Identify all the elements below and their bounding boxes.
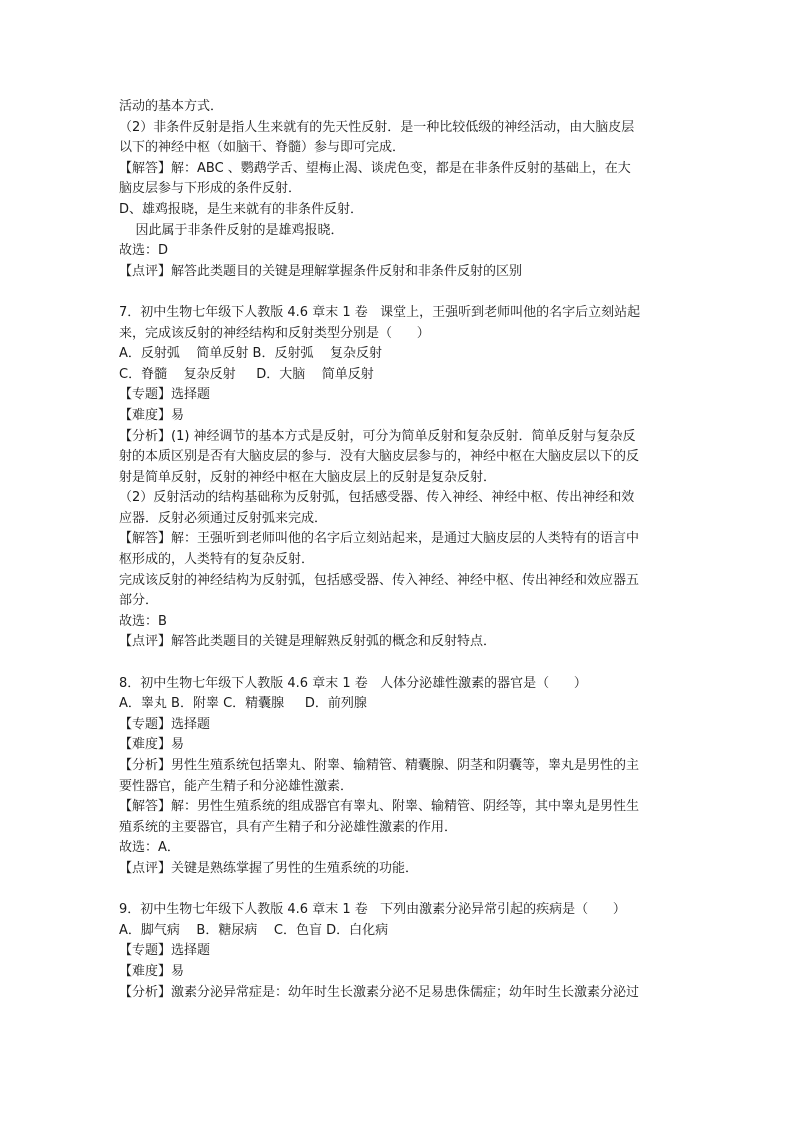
text-line: （2）非条件反射是指人生来就有的先天性反射．是一种比较低级的神经活动，由大脑皮层 [119,119,635,135]
text-line: C．脊髓 复杂反射 D．大脑 简单反射 [119,366,374,382]
text-line: 故选：A． [119,840,180,856]
text-line: 射是简单反射，反射的神经中枢在大脑皮层上的反射是复杂反射． [119,469,497,485]
text-line: 殖系统的主要器官，具有产生精子和分泌雄性激素的作用． [119,819,458,835]
text-line: 【点评】解答此类题目的关键是理解熟反射弧的概念和反射特点． [119,634,497,650]
text-line: 来，完成该反射的神经结构和反射类型分别是（ ） [119,325,430,341]
text-line: 【专题】选择题 [119,716,211,732]
text-line: 完成该反射的神经结构为反射弧，包括感受器、传入神经、神经中枢、传出神经和效应器五 [119,572,640,588]
text-line: 【难度】易 [119,963,185,979]
text-line: D、雄鸡报晓，是生来就有的非条件反射． [119,201,364,217]
text-line: 脑皮层参与下形成的条件反射． [119,181,302,197]
text-line: 【难度】易 [119,737,185,753]
text-line: 【分析】激素分泌异常症是：幼年时生长激素分泌不足易患侏儒症；幼年时生长激素分泌过 [119,984,640,1000]
text-line: 【专题】选择题 [119,387,211,403]
text-line: 【点评】关键是熟练掌握了男性的生殖系统的功能． [119,860,419,876]
text-line: 故选：D [119,243,169,259]
text-body [119,97,694,1003]
text-line: 9．初中生物七年级下人教版 4.6 章末 1 卷 下列由激素分泌异常引起的疾病是（ ） [119,902,626,918]
text-line: （2）反射活动的结构基础称为反射弧，包括感受器、传入神经、神经中枢、传出神经和效 [119,490,635,506]
text-line: A．脚气病 B．糖尿病 C．色盲 D．白化病 [119,922,389,938]
blank-line [119,653,694,674]
text-line: A．睾丸 B．附睾 C．精囊腺 D．前列腺 [119,696,367,712]
text-line: 【专题】选择题 [119,943,211,959]
text-line: 射的本质区别是否有大脑皮层的参与．没有大脑皮层参与的，神经中枢在大脑皮层以下的反 [119,449,640,465]
text-line: 8．初中生物七年级下人教版 4.6 章末 1 卷 人体分泌雄性激素的器官是（ ） [119,675,587,691]
text-line: 7．初中生物七年级下人教版 4.6 章末 1 卷 课堂上，王强听到老师叫他的名字后立刻站起 [119,304,641,320]
text-line: 因此属于非条件反射的是雄鸡报晓． [119,222,344,238]
text-line: 部分． [119,593,159,609]
text-line: 【解答】解：ABC 、鹦鹉学舌、望梅止渴、谈虎色变，都是在非条件反射的基础上，在大 [119,160,631,176]
text-line: 【难度】易 [119,407,185,423]
text-line: 要性器官，能产生精子和分泌雄性激素． [119,778,354,794]
text-line: 【解答】解：男性生殖系统的组成器官有睾丸、附睾、输精管、阴经等，其中睾丸是男性生 [119,799,640,815]
text-line: 故选：B [119,613,167,629]
text-line: A．反射弧 简单反射 B．反射弧 复杂反射 [119,346,383,362]
blank-line [119,282,694,303]
text-line: 【解答】解：王强听到老师叫他的名字后立刻站起来，是通过大脑皮层的人类特有的语言中 [119,531,640,547]
text-line: 以下的神经中枢（如脑干、脊髓）参与即可完成． [119,140,406,156]
blank-line [119,880,694,901]
text-line: 【分析】(1) 神经调节的基本方式是反射，可分为简单反射和复杂反射．简单反射与复杂反 [119,428,636,444]
text-line: 活动的基本方式． [119,99,224,114]
text-line: 【点评】解答此类题目的关键是理解掌握条件反射和非条件反射的区别 [119,263,523,279]
text-line: 枢形成的，人类特有的复杂反射． [119,552,315,568]
text-line: 应器．反射必须通过反射弧来完成． [119,510,328,526]
text-line: 【分析】男性生殖系统包括睾丸、附睾、输精管、精囊腺、阴茎和阴囊等，睾丸是男性的主 [119,758,640,773]
